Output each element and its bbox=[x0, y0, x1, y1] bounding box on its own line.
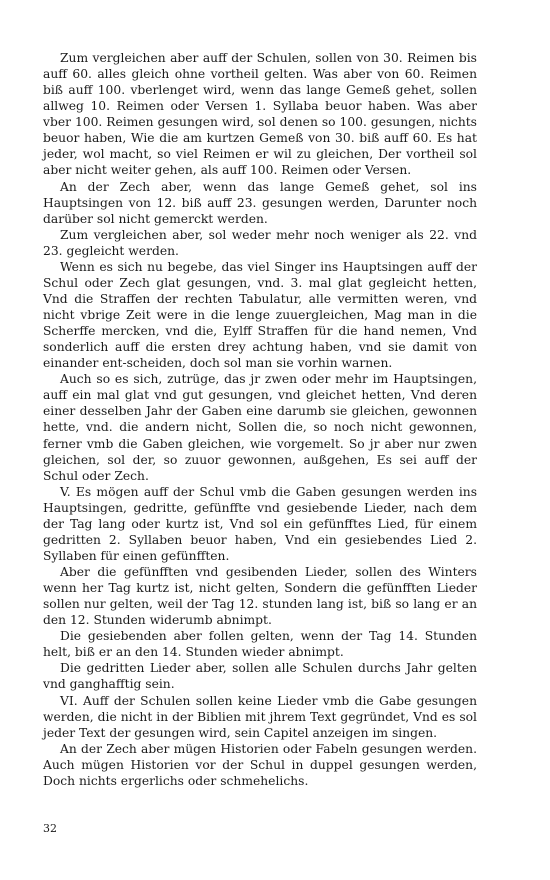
paragraph: VI. Auff der Schulen sollen keine Lieder vmb die Gabe gesungen werden, die nicht in der Biblien mit jhrem Text gegründet, Vnd es sol jeder Text der gesungen wird, sein Capitel anzeigen im singen. bbox=[43, 693, 477, 740]
paragraph: An der Zech aber, wenn das lange Gemeß gehet, sol ins Hauptsingen von 12. biß auff 23. gesungen werden, Darunter noch darüber sol nicht gemerckt werden. bbox=[43, 179, 477, 226]
paragraph: Auch so es sich, zutrüge, das jr zwen oder mehr im Hauptsingen, auff ein mal glat vnd gut gesungen, vnd gleichet hetten, Vnd deren einer desselben Jahr der Gaben eine darumb sie gleichen, gewonnen hette, vnd. die andern nicht, Sollen die, so noch nicht gewonnen, ferner vmb die Gaben gleichen, wie vorgemelt. So jr aber nur zwen gleichen, sol der, so zuuor gewonnen, außgehen, Es sei auff der Schul oder Zech. bbox=[43, 372, 477, 483]
paragraph: Wenn es sich nu begebe, das viel Singer ins Hauptsingen auff der Schul oder Zech glat gesungen, vnd. 3. mal glat gegleicht hetten, Vnd die Straffen der rechten Tabulatur, alle vermitten weren, vnd nicht vbrige Zeit were in die lenge zuuergleichen, Mag man in die Scherffe mercken, vnd die, Eylff Straffen für die hand nemen, Vnd sonderlich auff die ersten drey achtung haben, vnd sie damit von einander ent-scheiden, doch sol man sie vorhin warnen. bbox=[43, 259, 477, 371]
page-number: 32 bbox=[43, 822, 57, 835]
paragraph: V. Es mögen auff der Schul vmb die Gaben gesungen werden ins Hauptsingen, gedritte, gefünffte vnd gesiebende Lieder, nach dem der Tag lang oder kurtz ist, Vnd sol ein gefünfftes Lied, für einem gedritten 2. Syllaben beuor haben, Vnd ein gesiebendes Lied 2. Syllaben für einen gefünfften. bbox=[43, 484, 477, 563]
paragraph: Aber die gefünfften vnd gesibenden Lieder, sollen des Winters wenn her Tag kurtz ist, nicht gelten, Sondern die gefünfften Lieder sollen nur gelten, weil der Tag 12. stunden lang ist, biß so lang er an den 12. Stunden widerumb abnimpt. bbox=[43, 565, 477, 628]
paragraph: Die gedritten Lieder aber, sollen alle Schulen durchs Jahr gelten vnd ganghafftig sein. bbox=[43, 661, 477, 692]
paragraph: Die gesiebenden aber follen gelten, wenn der Tag 14. Stunden helt, biß er an den 14. Stunden wieder abnimpt. bbox=[43, 629, 477, 660]
paragraph: Zum vergleichen aber, sol weder mehr noch weniger als 22. vnd 23. gegleicht werden. bbox=[43, 227, 477, 258]
page-body bbox=[43, 50, 477, 789]
paragraph: Zum vergleichen aber auff der Schulen, sollen von 30. Reimen bis auff 60. alles gleich ohne vortheil gelten. Was aber von 60. Reimen biß auff 100. vberlenget wird, wenn das lange Gemeß gehet, sollen allweg 10. Reimen oder Versen 1. Syllaba beuor haben. Was aber vber 100. Reimen gesungen wird, sol denen so 100. gesungen, nichts beuor haben, Wie die am kurtzen Gemeß von 30. biß auff 60. Es hat jeder, wol macht, so viel Reimen er wil zu gleichen, Der vortheil sol aber nicht weiter gehen, als auff 100. Reimen oder Versen. bbox=[43, 51, 477, 178]
paragraph: An der Zech aber mügen Historien oder Fabeln gesungen werden. Auch mügen Historien vor der Schul in duppel gesungen werden, Doch nichts ergerlichs oder schmehelichs. bbox=[43, 741, 477, 788]
